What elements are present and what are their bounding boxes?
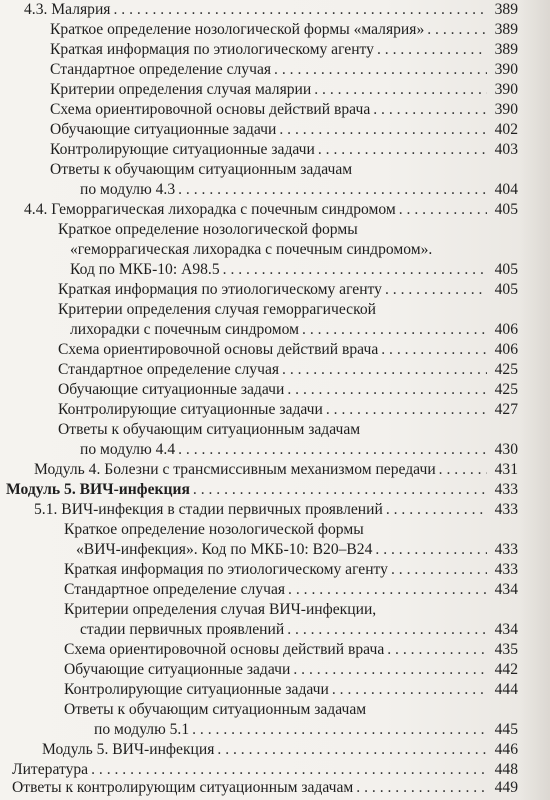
leader-dots (178, 180, 487, 200)
toc-page-number: 434 (494, 621, 518, 638)
toc-entry-text: Модуль 4. Болезни с трансмиссивным механизмом передачи (34, 461, 436, 478)
toc-page-number: 389 (494, 1, 518, 18)
toc-entry (50, 60, 518, 80)
toc-page-number: 406 (494, 341, 518, 358)
toc-entry-continuation (94, 720, 518, 740)
toc-entry (50, 160, 352, 180)
toc-entry-text: Краткая информация по этиологическому агенту (58, 281, 382, 298)
toc-entry (64, 600, 376, 620)
toc-page-number: 389 (494, 41, 518, 58)
leader-dots (314, 80, 487, 100)
leader-dots (223, 260, 487, 280)
leader-dots (427, 20, 487, 40)
leader-dots (385, 280, 487, 300)
toc-entry-text: Схема ориентировочной основы действий врача (64, 641, 385, 658)
leader-dots (387, 640, 487, 660)
toc-entry-text: Обучающие ситуационные задачи (50, 121, 277, 138)
toc-entry-text: Краткая информация по этиологическому агенту (50, 41, 374, 58)
toc-entry-text: Обучающие ситуационные задачи (64, 661, 291, 678)
toc-entry (58, 300, 376, 320)
toc-entry-text: Код по МКБ-10: А98.5 (70, 261, 220, 278)
toc-entry-text: 4.3. Малярия (24, 1, 111, 18)
toc-page-number: 442 (494, 661, 518, 678)
toc-entry-text: Критерии определения случая ВИЧ-инфекции, (64, 601, 377, 618)
toc-page-number: 446 (494, 741, 518, 758)
leader-dots (332, 680, 487, 700)
toc-entry-continuation (70, 320, 518, 340)
leader-dots (439, 460, 487, 480)
toc-page-number: 403 (494, 141, 518, 158)
leader-dots (178, 440, 487, 460)
toc-entry-text: Схема ориентировочной основы действий врача (58, 341, 379, 358)
leader-dots (356, 778, 487, 798)
toc-entry-text: «ВИЧ-инфекция». Код по МКБ-10: В20–В24 (76, 541, 373, 558)
toc-page-number: 433 (494, 481, 518, 498)
toc-entry-text: Ответы к обучающим ситуационным задачам (58, 421, 361, 438)
toc-page-number: 434 (494, 581, 518, 598)
leader-dots (381, 340, 487, 360)
toc-entry-text: Краткое определение нозологической формы (58, 221, 358, 238)
toc-section-5-1 (34, 500, 518, 520)
toc-entry-text: Контролирующие ситуационные задачи (50, 141, 315, 158)
toc-entry-text: Ответы к обучающим ситуационным задачам (64, 701, 367, 718)
leader-dots (375, 540, 487, 560)
toc-entry (64, 520, 364, 540)
toc-module-4-summary (34, 460, 518, 480)
toc-entry (50, 20, 518, 40)
toc-entry-text: «геморрагическая лихорадка с почечным синдромом». (70, 241, 433, 258)
toc-entry-text: Модуль 5. ВИЧ-инфекция (42, 741, 215, 758)
toc-page-number: 435 (494, 641, 518, 658)
leader-dots (282, 360, 487, 380)
toc-entry-text: по модулю 4.4 (80, 441, 176, 458)
leader-dots (386, 500, 487, 520)
toc-entry (58, 400, 518, 420)
leader-dots (293, 660, 487, 680)
leader-dots (373, 100, 487, 120)
leader-dots (391, 560, 487, 580)
toc-entry-text: Стандартное определение случая (50, 61, 272, 78)
toc-section-4-3 (24, 0, 518, 20)
toc-entry-continuation (80, 180, 518, 200)
toc-entry (50, 100, 518, 120)
toc-entry-continuation (80, 620, 518, 640)
toc-literature (12, 760, 518, 780)
leader-dots (217, 740, 487, 760)
toc-entry (64, 580, 518, 600)
toc-page-number: 390 (494, 61, 518, 78)
toc-entry-text: Схема ориентировочной основы действий врача (50, 101, 371, 118)
toc-entry (58, 380, 518, 400)
toc-entry (50, 40, 518, 60)
toc-entry-text: по модулю 5.1 (94, 721, 190, 738)
leader-dots (302, 320, 487, 340)
leader-dots (399, 200, 487, 220)
toc-entry-text: по модулю 4.3 (80, 181, 176, 198)
leader-dots (287, 620, 487, 640)
toc-page-number: 444 (494, 681, 518, 698)
toc-entry-text: Ответы к обучающим ситуационным задачам (50, 161, 353, 178)
leader-dots (377, 40, 487, 60)
toc-entry (64, 660, 518, 680)
leader-dots (193, 480, 487, 500)
toc-page-number: 405 (494, 201, 518, 218)
leader-dots (274, 60, 487, 80)
leader-dots (192, 720, 487, 740)
toc-page-number: 405 (494, 281, 518, 298)
toc-entry-text: Обучающие ситуационные задачи (58, 381, 285, 398)
toc-page-number: 449 (494, 779, 518, 796)
toc-entry-text: 5.1. ВИЧ-инфекция в стадии первичных проявлений (34, 501, 383, 518)
toc-entry (64, 640, 518, 660)
toc-entry-text: Краткое определение нозологической формы (64, 521, 364, 538)
toc-entry-continuation (70, 240, 432, 260)
toc-entry-text: Стандартное определение случая (64, 581, 286, 598)
toc-page-number: 425 (494, 381, 518, 398)
toc-entry (50, 80, 518, 100)
toc-page-number: 390 (494, 81, 518, 98)
toc-entry-text: Краткое определение нозологической формы «малярия» (50, 21, 425, 38)
leader-dots (113, 0, 487, 20)
leader-dots (318, 140, 487, 160)
toc-page-number: 402 (494, 121, 518, 138)
toc-entry (58, 220, 358, 240)
toc-page-number: 433 (494, 541, 518, 558)
toc-page-number: 405 (494, 261, 518, 278)
toc-entry-text: Контролирующие ситуационные задачи (58, 401, 323, 418)
toc-section-4-4 (24, 200, 518, 220)
toc-entry-text: Краткая информация по этиологическому агенту (64, 561, 388, 578)
toc-module-5-heading (6, 480, 518, 500)
toc-control-answers (12, 778, 518, 798)
toc-page-number: 431 (494, 461, 518, 478)
toc-entry (58, 360, 518, 380)
toc-entry-text: 4.4. Геморрагическая лихорадка с почечным синдромом (24, 201, 396, 218)
toc-entry (64, 680, 518, 700)
leader-dots (279, 120, 487, 140)
toc-page-number: 425 (494, 361, 518, 378)
leader-dots (91, 760, 487, 780)
toc-page-number: 448 (494, 761, 518, 778)
toc-entry-continuation (80, 440, 518, 460)
toc-page-number: 404 (494, 181, 518, 198)
toc-entry-continuation (70, 260, 518, 280)
toc-page-number: 433 (494, 501, 518, 518)
toc-entry-text: Критерии определения случая малярии (50, 81, 312, 98)
leader-dots (287, 380, 487, 400)
toc-entry (58, 420, 360, 440)
toc-page-number: 430 (494, 441, 518, 458)
toc-entry-text: Литература (12, 761, 89, 778)
toc-entry (50, 140, 518, 160)
toc-entry-text: Критерии определения случая геморрагической (58, 301, 377, 318)
toc-entry-continuation (76, 540, 518, 560)
toc-entry-text: Контролирующие ситуационные задачи (64, 681, 329, 698)
toc-entry (58, 340, 518, 360)
toc-entry-text: стадии первичных проявлений (80, 621, 285, 638)
toc-entry-text: Стандартное определение случая (58, 361, 280, 378)
toc-page-number: 390 (494, 101, 518, 118)
toc-page-number: 389 (494, 21, 518, 38)
toc-page-number: 445 (494, 721, 518, 738)
toc-entry (64, 700, 366, 720)
leader-dots (288, 580, 487, 600)
toc-entry-text: лихорадки с почечным синдромом (70, 321, 300, 338)
toc-entry-text: Модуль 5. ВИЧ-инфекция (6, 481, 190, 498)
toc-page-number: 433 (494, 561, 518, 578)
toc-entry (50, 120, 518, 140)
toc-page-number: 406 (494, 321, 518, 338)
toc-module-5-summary (42, 740, 518, 760)
toc-page-number: 427 (494, 401, 518, 418)
toc-entry-text: Ответы к контролирующим ситуационным задачам (12, 779, 354, 796)
toc-entry (58, 280, 518, 300)
leader-dots (326, 400, 487, 420)
toc-entry (64, 560, 518, 580)
